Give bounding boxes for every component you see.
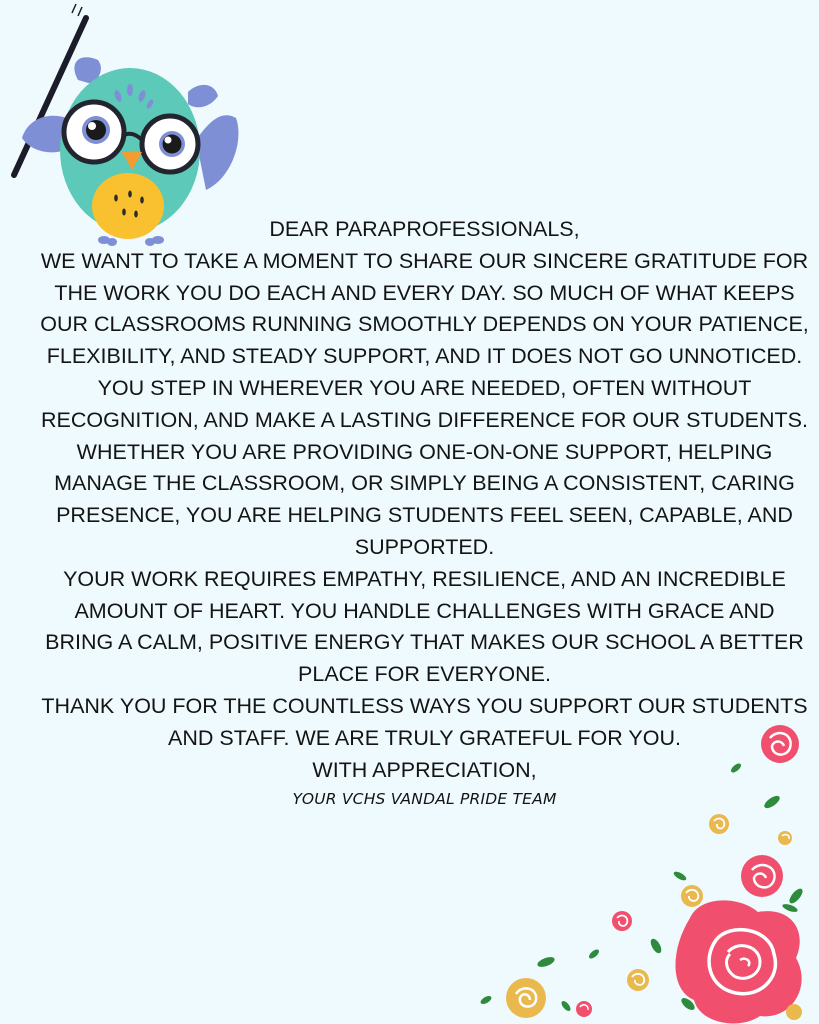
paragraph-thanks: THANK YOU FOR THE COUNTLESS WAYS YOU SUPPORT OUR STUDENTS AND STAFF. WE ARE TRULY GRATEFUL FOR YOU. xyxy=(41,693,808,750)
paragraph-support: YOU STEP IN WHEREVER YOU ARE NEEDED, OFTEN WITHOUT RECOGNITION, AND MAKE A LASTING DIFFERENCE FOR OUR STUDENTS. WHETHER YOU ARE PROVIDING ONE-ON-ONE SUPPORT, HELPING MANAGE THE CLASSROOM, OR SIMPLY BEING A CONSISTENT, CARING PRESENCE, YOU ARE HELPING STUDENTS FEEL SEEN, CAPABLE, AND SUPPORTED. xyxy=(41,375,808,559)
closing: WITH APPRECIATION, xyxy=(312,757,537,782)
paragraph-gratitude: WE WANT TO TAKE A MOMENT TO SHARE OUR SINCERE GRATITUDE FOR THE WORK YOU DO EACH AND EVERY DAY. SO MUCH OF WHAT KEEPS OUR CLASSROOMS RUNNING SMOOTHLY DEPENDS ON YOUR PATIENCE, FLEXIBILITY, AND STEADY SUPPORT, AND IT DOES NOT GO UNNOTICED. xyxy=(40,248,809,369)
appreciation-letter xyxy=(40,214,809,812)
greeting: DEAR PARAPROFESSIONALS, xyxy=(269,217,580,241)
signature: YOUR VCHS VANDAL PRIDE TEAM xyxy=(292,790,557,809)
paragraph-empathy: YOUR WORK REQUIRES EMPATHY, RESILIENCE, AND AN INCREDIBLE AMOUNT OF HEART. YOU HANDLE CHALLENGES WITH GRACE AND BRING A CALM, POSITIVE ENERGY THAT MAKES OUR SCHOOL A BETTER PLACE FOR EVERYONE. xyxy=(45,566,804,687)
